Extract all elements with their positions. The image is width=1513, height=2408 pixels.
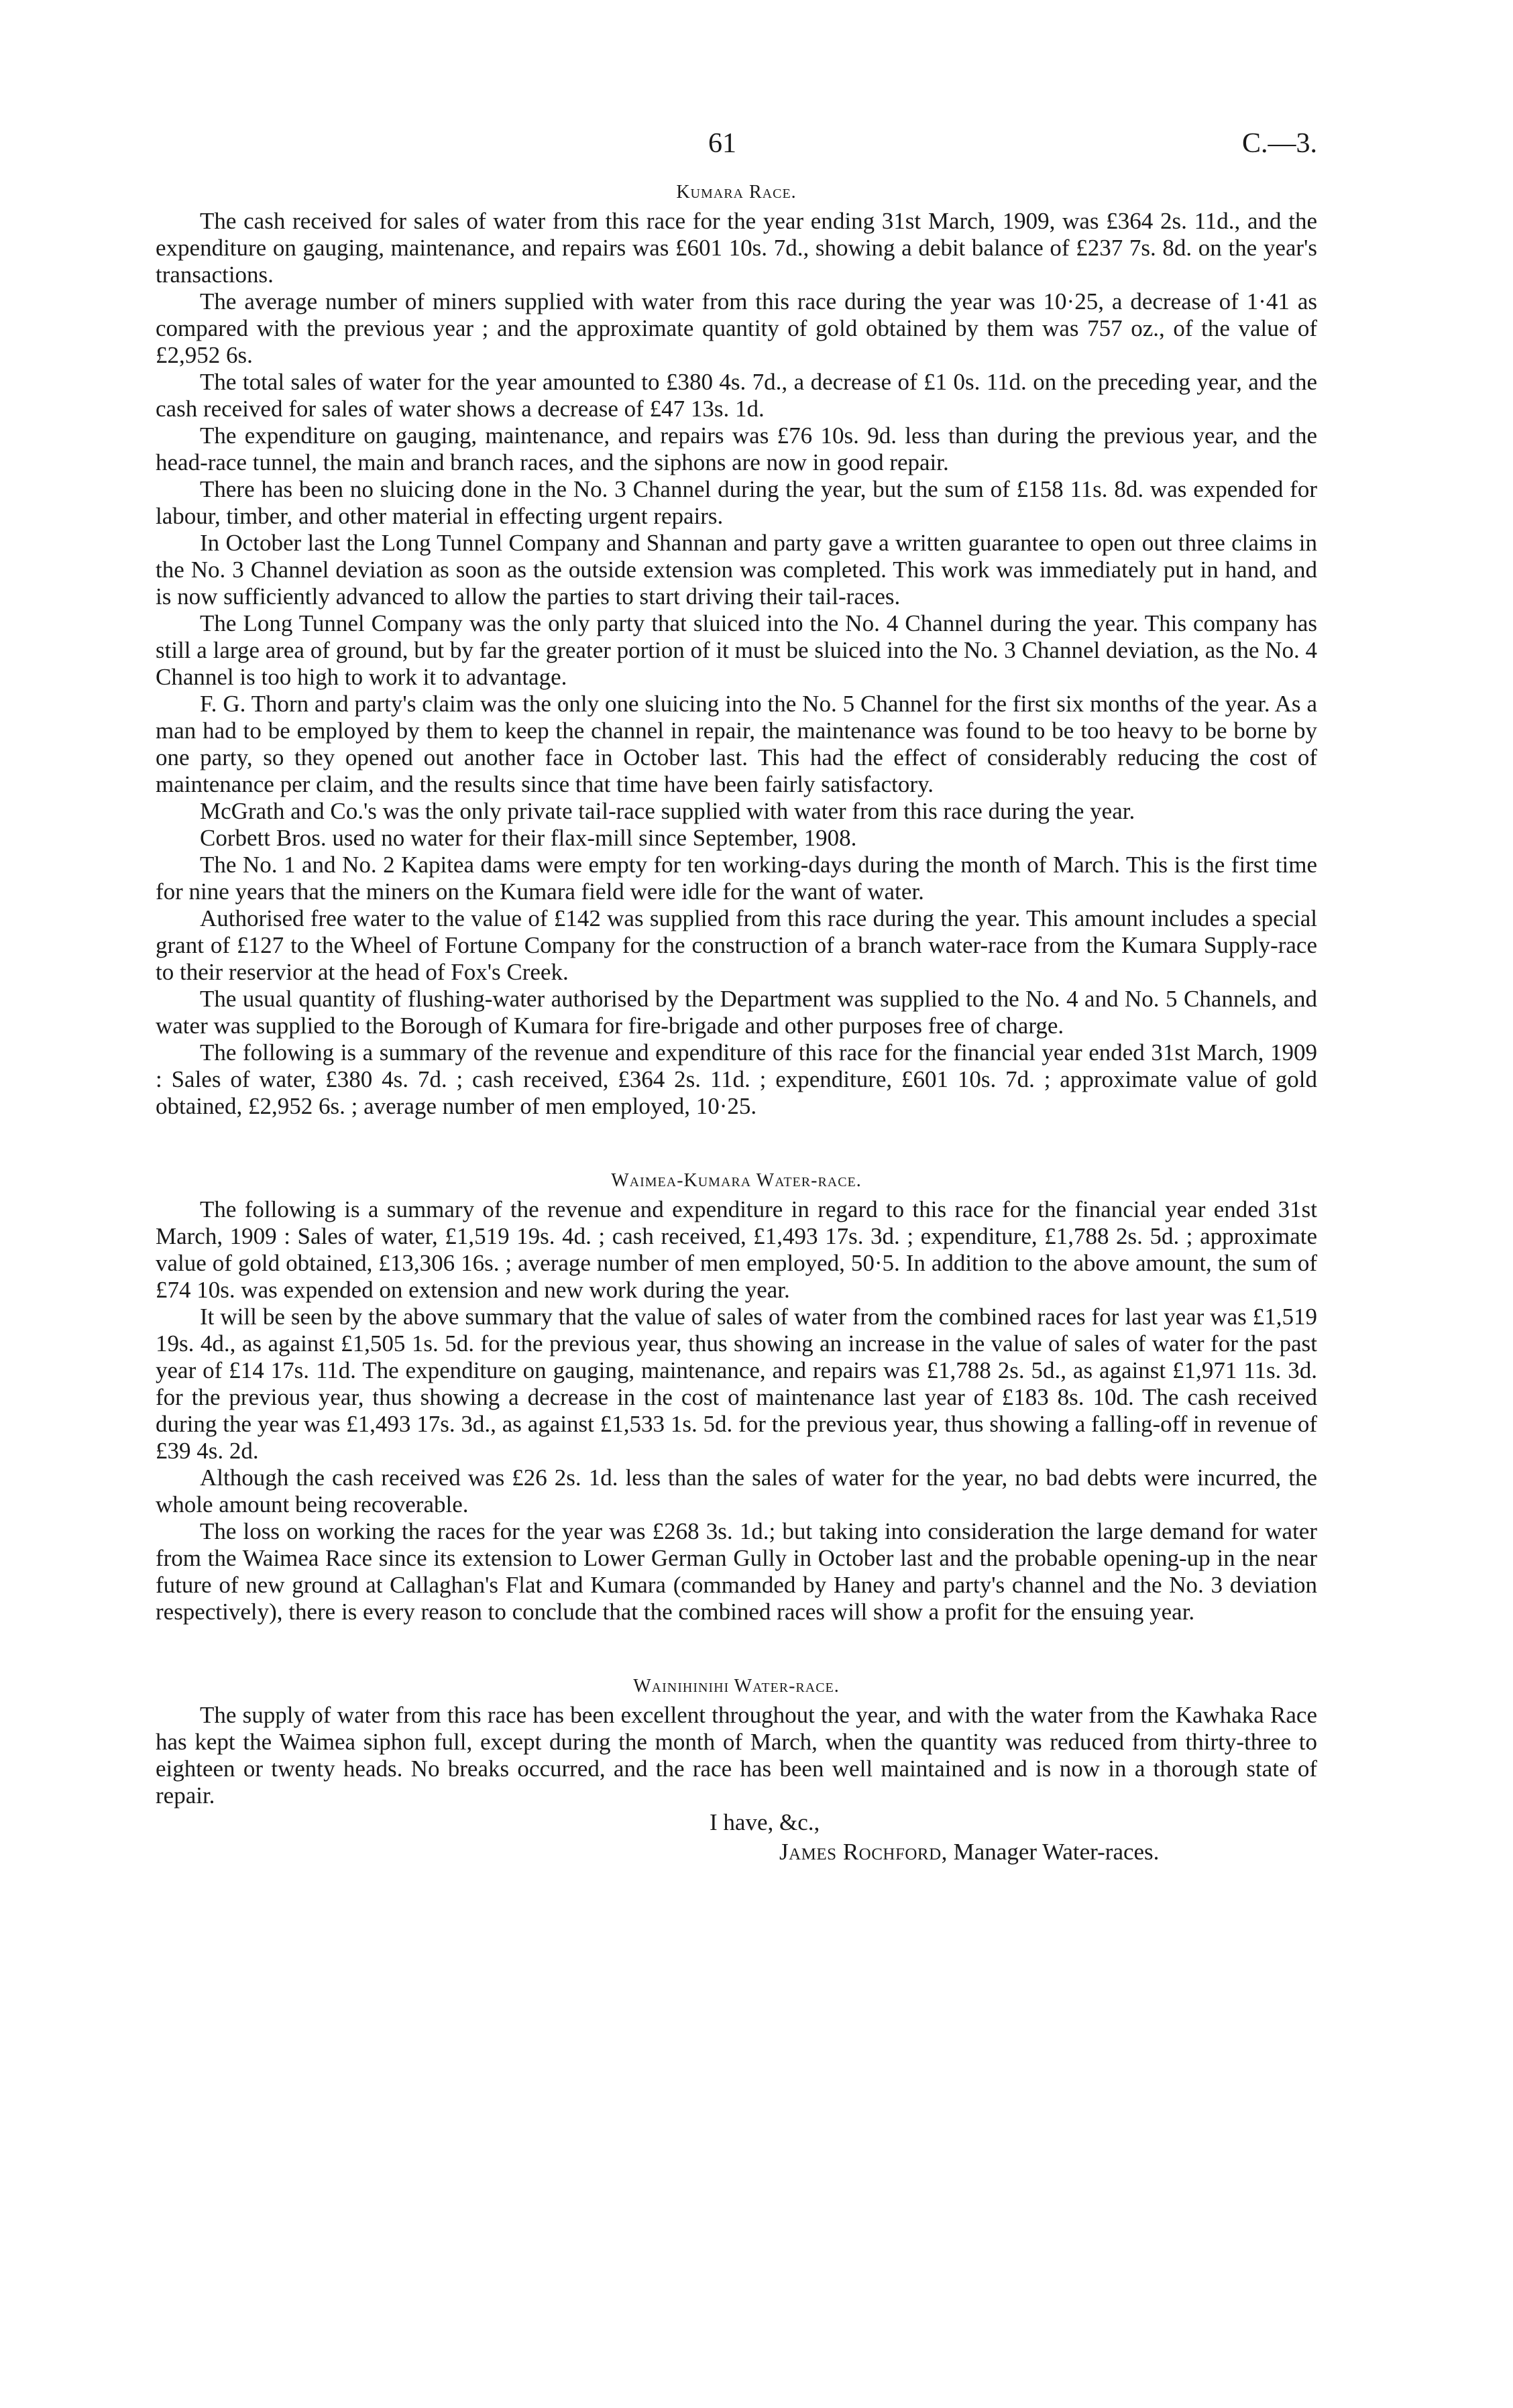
paragraph: In October last the Long Tunnel Company and Shannan and party gave a written guarantee to open out three claims in the No. 3 Channel deviation as soon as the outside extension was completed. This work was immediately put in hand, and is now sufficiently advanced to allow the parties to start driving their tail-races. [156, 530, 1317, 610]
signoff-greeting: I have, &c., [710, 1809, 820, 1835]
section-title: Kumara Race. [676, 182, 797, 203]
paragraph: There has been no sluicing done in the No. 3 Channel during the year, but the sum of £158 11s. 8d. was expended for labour, timber, and other material in effecting urgent repairs. [156, 476, 1317, 529]
paragraph: The usual quantity of flushing-water authorised by the Department was supplied to the No. 4 and No. 5 Channels, and water was supplied to the Borough of Kumara for fire-brigade and other purposes free of charge. [156, 986, 1317, 1039]
paragraph: The average number of miners supplied with water from this race during the year was 10·25, a decrease of 1·41 as compared with the previous year ; and the approximate quantity of gold obtained by them was 757 oz., of the value of £2,952 6s. [156, 288, 1317, 368]
paragraph: The cash received for sales of water from this race for the year ending 31st March, 1909, was £364 2s. 11d., and the expenditure on gauging, maintenance, and repairs was £601 10s. 7d., showing a debit balance of £237 7s. 8d. on the year's transactions. [156, 208, 1317, 288]
paragraph: The following is a summary of the revenue and expenditure in regard to this race for the financial year ended 31st March, 1909 : Sales of water, £1,519 19s. 4d. ; cash received, £1,493 17s. 3d. ; expenditure, £1,788 2s. 5d. ; approximate value of gold obtained, £13,306 16s. ; average number of men employed, 50·5. In addition to the above amount, the sum of £74 10s. was expended on extension and new work during the year. [156, 1196, 1317, 1303]
paragraph: It will be seen by the above summary that the value of sales of water from the combined races for last year was £1,519 19s. 4d., as against £1,505 1s. 5d. for the previous year, thus showing an increase in the value of sales of water for the past year of £14 17s. 11d. The expenditure on gauging, maintenance, and repairs was £1,788 2s. 5d., as against £1,971 11s. 3d. for the previous year, thus showing a decrease in the cost of maintenance last year of £183 8s. 10d. The cash received during the year was £1,493 17s. 3d., as against £1,533 1s. 5d. for the previous year, thus showing a falling-off in revenue of £39 4s. 2d. [156, 1304, 1317, 1464]
page-number: 61 [708, 128, 736, 159]
document-page [156, 127, 1317, 1866]
section-title: Waimea-Kumara Water-race. [611, 1170, 862, 1191]
section-title: Wainihinihi Water-race. [633, 1676, 840, 1697]
section-waimea-kumara-water-race [156, 1169, 1317, 1625]
paragraph: McGrath and Co.'s was the only private tail-race supplied with water from this race during the year. [200, 798, 1135, 824]
paragraph: The No. 1 and No. 2 Kapitea dams were empty for ten working-days during the month of March. This is the first time for nine years that the miners on the Kumara field were idle for the want of water. [156, 852, 1317, 905]
paragraph: F. G. Thorn and party's claim was the only one sluicing into the No. 5 Channel for the first six months of the year. As a man had to be employed by them to keep the channel in repair, the maintenance was found to be too heavy to be borne by one party, so they opened out another face in October last. This had the effect of considerably reducing the cost of maintenance per claim, and the results since that time have been fairly satisfactory. [156, 691, 1317, 797]
paragraph: The total sales of water for the year amounted to £380 4s. 7d., a decrease of £1 0s. 11d. on the preceding year, and the cash received for sales of water shows a decrease of £47 13s. 1d. [156, 369, 1317, 422]
paragraph: Although the cash received was £26 2s. 1d. less than the sales of water for the year, no bad debts were incurred, the whole amount being recoverable. [156, 1465, 1317, 1517]
paragraph: Corbett Bros. used no water for their flax-mill since September, 1908. [200, 825, 857, 851]
paragraph: Authorised free water to the value of £142 was supplied from this race during the year. This amount includes a special grant of £127 to the Wheel of Fortune Company for the construction of a branch water-race from the Kumara Supply-race to their reservior at the head of Fox's Creek. [156, 905, 1317, 985]
signatory-name: James Rochford, [779, 1839, 948, 1865]
paragraph: The supply of water from this race has been excellent throughout the year, and with the water from the Kawhaka Race has kept the Waimea siphon full, except during the month of March, when the quantity was reduced from thirty-three to eighteen or twenty heads. No breaks occurred, and the race has been well maintained and is now in a thorough state of repair. [156, 1702, 1317, 1809]
signoff [156, 1809, 1317, 1866]
document-reference: C.—3. [1241, 128, 1317, 159]
page-header [156, 127, 1317, 181]
signatory-title: Manager Water-races. [953, 1839, 1160, 1865]
paragraph: The loss on working the races for the year was £268 3s. 1d.; but taking into consideration the large demand for water from the Waimea Race since its extension to Lower German Gully in October last and the probable opening-up in the near future of new ground at Callaghan's Flat and Kumara (commanded by Haney and party's channel and the No. 3 deviation respectively), there is every reason to conclude that the combined races will show a profit for the ensuing year. [156, 1518, 1317, 1625]
paragraph: The expenditure on gauging, maintenance, and repairs was £76 10s. 9d. less than during the previous year, and the head-race tunnel, the main and branch races, and the siphons are now in good repair. [156, 422, 1317, 475]
signature-line [156, 1839, 1317, 1866]
paragraph: The following is a summary of the revenue and expenditure of this race for the financial year ended 31st March, 1909 : Sales of water, £380 4s. 7d. ; cash received, £364 2s. 11d. ; expenditure, £601 10s. 7d. ; approximate value of gold obtained, £2,952 6s. ; average number of men employed, 10·25. [156, 1039, 1317, 1119]
section-kumara-race [156, 181, 1317, 1120]
paragraph: The Long Tunnel Company was the only party that sluiced into the No. 4 Channel during the year. This company has still a large area of ground, but by far the greater portion of it must be sluiced into the No. 3 Channel deviation, as the No. 4 Channel is too high to work it to advantage. [156, 610, 1317, 690]
section-wainihinihi-water-race [156, 1675, 1317, 1866]
